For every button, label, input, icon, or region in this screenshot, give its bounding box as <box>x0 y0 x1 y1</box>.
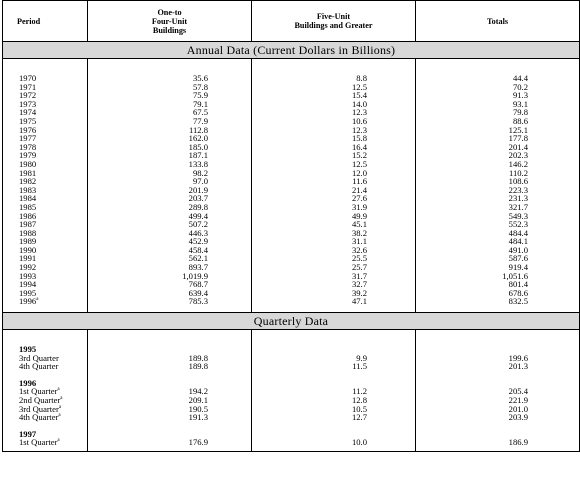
one-to-four-value: 190.5 <box>188 403 208 414</box>
quarterly-one-to-four-column <box>88 330 252 452</box>
one-to-four-value: 57.8 <box>192 81 208 92</box>
one-to-four-value: 77.9 <box>192 115 208 126</box>
footnote-marker: a <box>57 387 60 393</box>
year-label: 1977 <box>19 133 37 144</box>
blank <box>88 345 251 354</box>
one-to-four-value: 191.3 <box>188 412 208 423</box>
five-unit-value: 10.6 <box>351 115 367 126</box>
total-value: 125.1 <box>508 124 528 135</box>
quarterly-data-block <box>3 330 580 452</box>
annual-data-band <box>3 42 580 59</box>
footnote-marker: a <box>36 297 39 303</box>
one-to-four-value: 176.9 <box>188 437 208 448</box>
header-period: Period <box>3 1 88 42</box>
total-value: 484.1 <box>508 236 528 247</box>
total-value: 919.4 <box>508 262 528 273</box>
five-unit-value: 12.5 <box>351 81 367 92</box>
total-value: 587.6 <box>508 253 528 264</box>
one-to-four-value: 97.0 <box>192 176 208 187</box>
one-to-four-value: 446.3 <box>188 227 208 238</box>
annual-period-column <box>3 59 88 313</box>
five-unit-value: 38.2 <box>351 227 367 238</box>
spacer <box>252 422 415 430</box>
blank <box>252 379 415 388</box>
total-value: 491.0 <box>508 244 528 255</box>
one-to-four-value: 785.3 <box>188 296 208 307</box>
one-to-four-value: 35.6 <box>192 73 208 83</box>
total-value: 201.3 <box>508 361 528 372</box>
blank <box>416 345 579 354</box>
footnote-marker: a <box>58 413 61 419</box>
one-to-four-value: 189.8 <box>188 352 208 363</box>
total-value: 678.6 <box>508 287 528 298</box>
total-value: 203.9 <box>508 412 528 423</box>
five-unit-value: 12.7 <box>351 412 367 423</box>
one-to-four-value: 75.9 <box>192 90 208 101</box>
one-to-four-value: 289.8 <box>188 201 208 212</box>
year-label: 1978 <box>19 141 37 152</box>
quarter-label: 2nd Quarter$^a$ <box>19 395 63 405</box>
blank <box>416 430 579 439</box>
total-value: 549.3 <box>508 210 528 221</box>
year-label: 1970 <box>19 73 37 83</box>
five-unit-value: 31.1 <box>351 236 367 247</box>
one-to-four-value: 133.8 <box>188 158 208 169</box>
quarterly-five-unit-column <box>252 330 416 452</box>
mortgage-originations-table <box>2 0 580 452</box>
total-value: 321.7 <box>508 201 528 212</box>
header-totals: Totals <box>416 1 580 42</box>
year-label: 1981 <box>19 167 37 178</box>
one-to-four-value: 201.9 <box>188 184 208 195</box>
year-label: 1975 <box>19 115 37 126</box>
year-label: 1976 <box>19 124 37 135</box>
total-value: 177.8 <box>508 133 528 144</box>
spacer <box>88 422 251 430</box>
quarter-label: 1st Quarter$^a$ <box>19 437 60 448</box>
one-to-four-value: 112.8 <box>188 124 208 135</box>
one-to-four-value: 499.4 <box>188 210 208 221</box>
five-unit-value: 11.2 <box>352 386 367 397</box>
year-label: 1971 <box>19 81 37 92</box>
one-to-four-value: 194.2 <box>188 386 208 397</box>
annual-data-block <box>3 59 580 313</box>
five-unit-value: 11.5 <box>352 361 367 372</box>
total-value: 221.9 <box>508 395 528 405</box>
five-unit-value: 12.8 <box>351 395 367 405</box>
total-value: 88.6 <box>512 115 528 126</box>
total-value: 110.2 <box>508 167 528 178</box>
one-to-four-value: 98.2 <box>192 167 208 178</box>
total-value: 201.4 <box>508 141 528 152</box>
five-unit-value: 11.6 <box>352 176 367 187</box>
spacer <box>252 371 415 379</box>
total-value: 201.0 <box>508 403 528 414</box>
spacer <box>416 371 579 379</box>
five-unit-value: 31.9 <box>351 201 367 212</box>
annual-five-unit-column <box>252 59 416 313</box>
one-to-four-value: 209.1 <box>188 395 208 405</box>
total-value: 108.6 <box>508 176 528 187</box>
one-to-four-value: 187.1 <box>188 150 208 161</box>
total-value: 231.3 <box>508 193 528 204</box>
total-value: 44.4 <box>512 73 528 83</box>
total-value: 79.8 <box>512 107 528 118</box>
annual-totals-column <box>416 59 580 313</box>
five-unit-value: 10.0 <box>351 437 367 448</box>
five-unit-value: 31.7 <box>351 270 367 281</box>
quarterly-totals-column <box>416 330 580 452</box>
total-value: 199.6 <box>508 352 528 363</box>
one-to-four-value: 203.7 <box>188 193 208 204</box>
five-unit-value: 14.0 <box>351 98 367 109</box>
total-value: 186.9 <box>508 437 528 448</box>
five-unit-value: 12.3 <box>351 107 367 118</box>
quarterly-period-column <box>3 330 88 452</box>
year-label: 1980 <box>19 158 37 169</box>
one-to-four-value: 768.7 <box>188 279 208 290</box>
five-unit-value: 27.6 <box>351 193 367 204</box>
five-unit-value: 10.5 <box>351 403 367 414</box>
year-label: 1979 <box>19 150 37 161</box>
header-five-unit: Five-Unit Buildings and Greater <box>252 1 416 42</box>
annual-one-to-four-column <box>88 59 252 313</box>
five-unit-value: 8.8 <box>356 73 367 83</box>
five-unit-value: 16.4 <box>351 141 367 152</box>
one-to-four-value: 452.9 <box>188 236 208 247</box>
five-unit-value: 15.4 <box>351 90 367 101</box>
five-unit-value: 25.7 <box>351 262 367 273</box>
one-to-four-value: 185.0 <box>188 141 208 152</box>
one-to-four-value: 639.4 <box>188 287 208 298</box>
blank <box>88 379 251 388</box>
one-to-four-value: 893.7 <box>188 262 208 273</box>
year-label: 1985 <box>19 201 37 212</box>
year-label: 1986 <box>19 210 37 221</box>
year-label: 1989 <box>19 236 37 247</box>
one-to-four-value: 162.0 <box>188 133 208 144</box>
total-value: 70.2 <box>512 81 528 92</box>
five-unit-value: 12.3 <box>351 124 367 135</box>
quarter-label: 4th Quarter$^a$ <box>19 412 61 423</box>
quarter-label: 3rd Quarter <box>19 352 59 363</box>
total-value: 801.4 <box>508 279 528 290</box>
total-value: 484.4 <box>508 227 528 238</box>
five-unit-value: 49.9 <box>351 210 367 221</box>
one-to-four-value: 79.1 <box>192 98 208 109</box>
total-value: 223.3 <box>508 184 528 195</box>
year-label: 1972 <box>19 90 37 101</box>
footnote-marker: a <box>57 438 60 444</box>
five-unit-value: 21.4 <box>351 184 367 195</box>
blank <box>252 345 415 354</box>
five-unit-value: 12.0 <box>351 167 367 178</box>
year-label: 1996$^a$ <box>19 296 39 307</box>
footnote-marker: a <box>60 396 63 401</box>
five-unit-value: 15.8 <box>351 133 367 144</box>
year-label: 1973 <box>19 98 37 109</box>
five-unit-value: 12.5 <box>351 158 367 169</box>
total-value: 93.1 <box>512 98 528 109</box>
quarter-label: 3rd Quarter$^a$ <box>19 403 62 414</box>
year-label: 1990 <box>19 244 37 255</box>
five-unit-value: 25.5 <box>351 253 367 264</box>
five-unit-value: 9.9 <box>356 352 367 363</box>
year-label: 1987 <box>19 219 37 230</box>
footnote-marker: a <box>58 404 62 410</box>
one-to-four-value: 458.4 <box>188 244 208 255</box>
five-unit-value: 32.7 <box>351 279 367 290</box>
year-label: 1974 <box>19 107 37 118</box>
one-to-four-value: 67.5 <box>192 107 208 118</box>
year-label: 1994 <box>19 279 37 290</box>
quarter-label: 4th Quarter <box>19 361 59 372</box>
quarterly-data-band <box>3 313 580 330</box>
quarter-year-label: 1997 <box>19 428 37 439</box>
five-unit-value: 15.2 <box>351 150 367 161</box>
year-label: 1983 <box>19 184 37 195</box>
year-label: 1992 <box>19 262 37 273</box>
one-to-four-value: 189.8 <box>188 361 208 372</box>
one-to-four-value: 562.1 <box>188 253 208 264</box>
year-label: 1995 <box>19 287 37 298</box>
year-label: 1984 <box>19 193 37 204</box>
quarterly-band-label: Quarterly Data <box>3 313 580 330</box>
year-label: 1991 <box>19 253 37 264</box>
quarter-year-label: 1996 <box>19 377 37 388</box>
total-value: 1,051.6 <box>502 270 528 281</box>
spacer <box>88 371 251 379</box>
one-to-four-value: 1,019.9 <box>182 270 208 281</box>
year-label: 1988 <box>19 227 37 238</box>
five-unit-value: 47.1 <box>351 296 367 307</box>
quarter-label: 1st Quarter$^a$ <box>19 386 60 397</box>
quarter-year-label: 1995 <box>19 344 37 355</box>
annual-band-label: Annual Data (Current Dollars in Billions) <box>3 42 580 59</box>
total-value: 205.4 <box>508 386 528 397</box>
spacer <box>416 422 579 430</box>
year-label: 1982 <box>19 176 37 187</box>
five-unit-value: 32.6 <box>351 244 367 255</box>
total-value: 146.2 <box>508 158 528 169</box>
total-value: 832.5 <box>508 296 528 307</box>
header-one-to-four-unit: One-to Four-Unit Buildings <box>88 1 252 42</box>
total-value: 552.3 <box>508 219 528 230</box>
blank <box>416 379 579 388</box>
total-value: 91.3 <box>512 90 528 101</box>
blank <box>88 430 251 439</box>
blank <box>252 430 415 439</box>
five-unit-value: 39.2 <box>351 287 367 298</box>
total-value: 202.3 <box>508 150 528 161</box>
header-row <box>3 1 580 42</box>
five-unit-value: 45.1 <box>351 219 367 230</box>
year-label: 1993 <box>19 270 37 281</box>
one-to-four-value: 507.2 <box>188 219 208 230</box>
